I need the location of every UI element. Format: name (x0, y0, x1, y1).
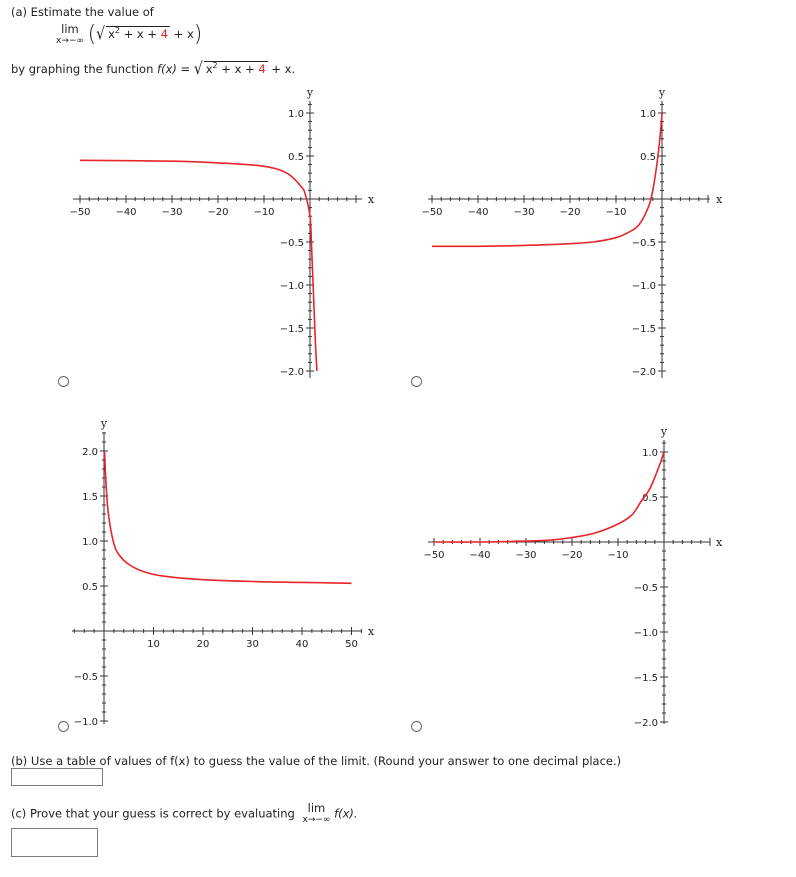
y-tick-label: −1.0 (279, 281, 304, 292)
x-tick-label: −30 (161, 207, 183, 218)
function-curve (434, 452, 664, 542)
x-tick-label: −40 (115, 207, 137, 218)
part-c-text (11, 803, 358, 825)
x-axis-label: x (368, 625, 375, 638)
y-tick-label: 1.0 (82, 537, 98, 548)
fn-exponent: 2 (212, 61, 218, 70)
x-tick-label: −10 (605, 207, 627, 218)
expr-mid: + x + (123, 27, 161, 41)
x-tick-label: −20 (559, 207, 581, 218)
equals-sign: = (180, 62, 191, 76)
y-tick-label: 0.5 (82, 582, 98, 593)
fn-mid: + x + (221, 62, 259, 76)
lim-subscript: x→−∞ (56, 35, 84, 46)
fn-tail: + x. (271, 62, 296, 76)
expr-exponent: 2 (114, 26, 120, 35)
x-tick-label: −30 (515, 550, 537, 561)
function-curve (80, 160, 317, 371)
x-tick-label: 30 (246, 639, 259, 650)
part-c-answer-input[interactable] (11, 828, 98, 857)
y-tick-label: 2.0 (82, 447, 98, 458)
limit-expression: lim x→−∞ (√ $x^2 + x + 4 + x$) (56, 21, 203, 47)
x-tick-label: −50 (421, 207, 443, 218)
y-tick-label: −1.5 (279, 324, 304, 335)
y-tick-label: −1.0 (73, 717, 98, 728)
graph-2 (421, 86, 723, 378)
x-tick-label: 20 (196, 639, 210, 650)
x-axis-label: x (716, 536, 723, 549)
x-tick-label: 50 (345, 639, 358, 650)
y-tick-label: 0.5 (288, 152, 304, 163)
part-b-answer-input[interactable] (11, 768, 103, 786)
x-tick-label: −50 (423, 550, 445, 561)
y-axis-label: y (306, 86, 314, 99)
y-axis-label: y (100, 417, 108, 430)
function-curve (432, 113, 662, 246)
y-tick-label: −0.5 (633, 583, 658, 594)
fx-label: f(x) (157, 62, 177, 76)
y-tick-label: −2.0 (631, 367, 656, 378)
expr-x: x (108, 27, 115, 41)
part-c-prompt: (c) Prove that your guess is correct by evaluating (11, 806, 295, 821)
part-b-text: (b) Use a table of values of f(x) to guess the value of the limit. (Round your answer to one decimal place.) (11, 754, 622, 768)
y-tick-label: 1.0 (642, 448, 658, 459)
y-tick-label: 1.0 (640, 109, 656, 120)
fn-constant: 4 (258, 62, 266, 76)
y-tick-label: −1.5 (631, 324, 656, 335)
y-tick-label: 1.5 (82, 492, 98, 503)
y-tick-label: −1.0 (633, 628, 658, 639)
y-tick-label: 0.5 (640, 152, 656, 163)
by-graphing-text: by graphing the function (11, 62, 154, 76)
function-definition: by graphing the function f(x) = √ $x^2 + x + 4 + x$. (11, 59, 296, 79)
part-a-intro: (a) Estimate the value of (11, 5, 154, 19)
y-tick-label: 0.5 (642, 493, 658, 504)
part-c-lim-subscript: x→−∞ (302, 815, 331, 825)
x-tick-label: −40 (469, 550, 491, 561)
lim-word: lim (61, 21, 79, 36)
y-tick-label: −1.0 (631, 281, 656, 292)
x-tick-label: −20 (561, 550, 583, 561)
x-tick-label: 40 (295, 639, 309, 650)
x-tick-label: −30 (513, 207, 535, 218)
x-tick-label: −10 (607, 550, 629, 561)
fn-x: x (205, 62, 213, 76)
part-c-fx: f(x). (334, 806, 358, 821)
y-axis-label: y (660, 425, 668, 438)
x-tick-label: −10 (253, 207, 275, 218)
function-curve (105, 451, 352, 583)
expr-tail: + x (173, 27, 194, 41)
y-tick-label: −0.5 (279, 238, 304, 249)
x-tick-label: −40 (467, 207, 489, 218)
graph-1 (69, 86, 375, 378)
x-axis-label: x (368, 193, 375, 206)
graph-3 (72, 417, 375, 728)
expr-constant: 4 (160, 27, 169, 41)
x-tick-label: −50 (69, 207, 91, 218)
y-tick-label: −1.5 (633, 673, 658, 684)
y-tick-label: −2.0 (633, 718, 658, 729)
x-tick-label: 10 (147, 639, 160, 650)
part-c-lim-word: lim (307, 801, 326, 815)
x-tick-label: −20 (207, 207, 229, 218)
y-axis-label: y (658, 86, 666, 99)
graph-4 (423, 425, 723, 729)
y-tick-label: 1.0 (288, 109, 304, 120)
x-axis-label: x (716, 193, 723, 206)
y-tick-label: −2.0 (279, 367, 304, 378)
y-tick-label: −0.5 (73, 672, 98, 683)
y-tick-label: −0.5 (631, 238, 656, 249)
